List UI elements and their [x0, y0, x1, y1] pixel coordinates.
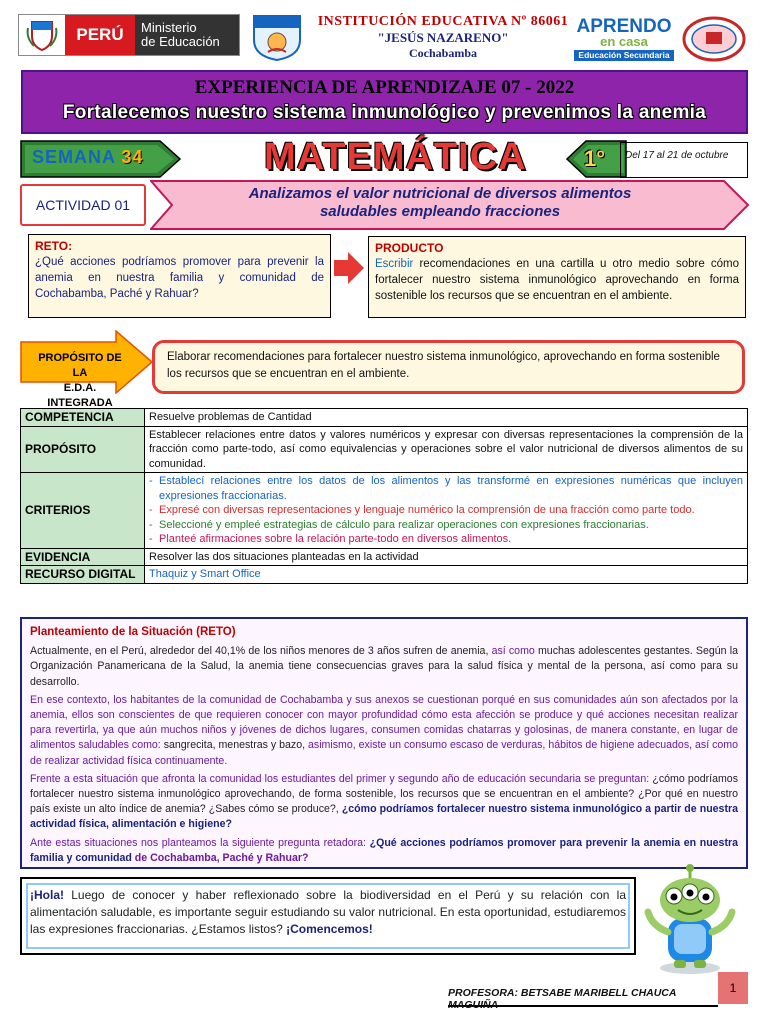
- intro-message-box: [20, 877, 636, 955]
- school-patron: "JESÚS NAZARENO": [377, 30, 509, 45]
- school-logo-icon: [248, 12, 306, 62]
- criterios-list: [145, 473, 748, 549]
- table-row: [21, 473, 748, 549]
- competencia-value: Resuelve problemas de Cantidad: [145, 409, 748, 427]
- planteamiento-paragraph-3: Frente a esta situación que afronta la comunidad los estudiantes del primer y segundo año de educación secundaria se preguntan: ¿cómo podríamos fortalecer nuestro sistema inmunológico aprovechando, de forma sostenible, los recursos que se encuentran en el ambiente? ¿Por qué en nuestro país existe un alto índice de anemia? ¿Sabes cómo se produce?, ¿cómo podríamos fortalecer nuestro sistema inmunológico a partir de nuestra actividad física, alimentación e higiene?: [30, 772, 738, 831]
- activity-label: ACTIVIDAD 01: [20, 184, 146, 226]
- ministerio-logo: [18, 14, 240, 56]
- planteamiento-box: [20, 617, 748, 869]
- planteamiento-paragraph-4: Ante estas situaciones nos planteamos la siguiente pregunta retadora: ¿Qué acciones podríamos promover para prevenir la anemia en nuestra familia y comunidad de Cochabamba, Paché y Rahuar?: [30, 836, 738, 864]
- producto-text: recomendaciones en una cartilla u otro medio sobre cómo fortalecer nuestro sistema inmunológico aprovechando en forma sostenible los recursos que se encuentran en el ambiente.: [375, 258, 739, 302]
- reto-box: [28, 234, 331, 318]
- evidencia-value: Resolver las dos situaciones planteadas en la actividad: [145, 548, 748, 566]
- grade-label: 1°: [584, 146, 606, 171]
- planteamiento-title: Planteamiento de la Situación (RETO): [30, 626, 236, 638]
- intro-greeting: ¡Hola!: [30, 888, 64, 902]
- ministerio-label: Ministerio de Educación: [135, 15, 239, 55]
- recurso-link[interactable]: Thaquiz y Smart Office: [149, 568, 261, 580]
- competency-table: [20, 408, 748, 584]
- intro-text: Luego de conocer y haber reflexionado sobre la biodiversidad en el Perú y su relación con la alimentación saludable, es importante seguir estudiando su valor nutricional. En esta oportunidad, estudiaremos las expresiones fraccionarias. ¿Estamos listos?: [30, 888, 626, 936]
- planteamiento-paragraph-2: En ese contexto, los habitantes de la comunidad de Cochabamba y sus anexos se cuestionan porqué en sus comunidades aún son afectados por la anemia, ellos son conscientes de que requieren conocer con mayor profundidad cómo esta afección se produce y qué acciones necesitan realizar para revertirla, ya que aún muchos niños y jóvenes de dichos lugares, consumen comidas chatarras y golosinas, de manera constante, en lugar de alimentos saludables como: sangrecita, menestras y bazo, asimismo, existe un consumo escaso de verduras, hábitos de higiene adecuados, así como de realizar actividad física continuamente.: [30, 693, 739, 767]
- school-location: Cochabamba: [408, 46, 477, 60]
- date-range: Del 17 al 21 de octubre: [620, 142, 748, 178]
- table-row: [21, 409, 748, 427]
- week-badge: [20, 140, 182, 178]
- recurso-label: RECURSO DIGITAL: [21, 566, 145, 584]
- competencia-label: COMPETENCIA: [21, 409, 145, 427]
- activity-title-line1: Analizamos el valor nutricional de diversos alimentos: [248, 185, 632, 202]
- planteamiento-paragraph-1: Actualmente, en el Perú, alrededor del 40,1% de los niños menores de 3 años sufren de anemia, así como muchas adolescentes gestantes. Según la Organización Panamericana de la Salud, la anemia tiene consecuencias graves para la salud física y mental de la persona, así como para su desarrollo.: [30, 645, 738, 688]
- proposito-eda-label: PROPÓSITO DE LA E.D.A. INTEGRADA: [20, 330, 154, 394]
- list-item: - Establecí relaciones entre los datos de los alimentos y las transformé en expresiones numéricas que incluyen expresiones fraccionarias.: [149, 475, 743, 502]
- intro-closing: ¡Comencemos!: [286, 922, 373, 936]
- list-item: - Planteé afirmaciones sobre la relación parte-todo en diversos alimentos.: [149, 533, 512, 545]
- activity-title-banner: [150, 180, 750, 230]
- grade-badge: [566, 140, 628, 178]
- producto-box: [368, 236, 746, 318]
- peru-label: PERÚ: [65, 15, 135, 55]
- table-row: [21, 426, 748, 473]
- proposito-label: PROPÓSITO: [21, 426, 145, 473]
- peru-shield-icon: [19, 15, 65, 55]
- list-item: - Expresé con diversas representaciones y lenguaje numérico la comprensión de una fracción como parte todo.: [149, 504, 695, 516]
- page-number: 1: [718, 972, 748, 1004]
- criterios-label: CRITERIOS: [21, 473, 145, 549]
- experience-subtitle: Fortalecemos nuestro sistema inmunológico y prevenimos la anemia: [62, 102, 707, 123]
- arrow-right-icon: [334, 252, 364, 284]
- page-header: [0, 0, 768, 68]
- teacher-name: PROFESORA: BETSABE MARIBELL CHAUCA MAGUIÑA: [448, 983, 718, 1007]
- week-number: 34: [121, 147, 144, 167]
- proposito-value: Establecer relaciones entre datos y valores numéricos y expresar con diversas representaciones la comprensión de la fracción como parte-todo, así como equivalencias y operaciones sobre el valor nutricional de diversos alimentos de su comunidad.: [145, 426, 748, 473]
- experience-title: EXPERIENCIA DE APRENDIZAJE 07 - 2022: [194, 77, 575, 98]
- evidencia-label: EVIDENCIA: [21, 548, 145, 566]
- subject-title: MATEMÁTICA: [264, 136, 527, 178]
- school-name: INSTITUCIÓN EDUCATIVA Nº 86061: [317, 14, 569, 29]
- reto-text: ¿Qué acciones podríamos promover para prevenir la anemia en nuestra familia y comunidad de Cochabamba, Paché y Rahuar?: [35, 256, 324, 300]
- list-item: - Seleccioné y empleé estrategias de cálculo para realizar operaciones con expresiones fraccionarias.: [149, 518, 649, 531]
- producto-verb: Escribir: [375, 258, 414, 270]
- alien-mascot-icon: [634, 862, 746, 978]
- ugel-seal-icon: [682, 16, 746, 62]
- table-row: [21, 548, 748, 566]
- proposito-eda-text: Elaborar recomendaciones para fortalecer nuestro sistema inmunológico, aprovechando en forma sostenible los recursos que se encuentran en el ambiente.: [152, 340, 745, 394]
- experience-title-bar: [21, 70, 748, 134]
- week-label: SEMANA: [32, 147, 116, 167]
- reto-title: RETO:: [35, 239, 73, 253]
- aprendo-en-casa-logo: APRENDO en casa Educación Secundaria: [574, 18, 674, 64]
- producto-title: PRODUCTO: [375, 241, 444, 255]
- table-row: [21, 566, 748, 584]
- school-name-block: [312, 14, 574, 61]
- activity-title-line2: saludables empleando fracciones: [319, 203, 561, 220]
